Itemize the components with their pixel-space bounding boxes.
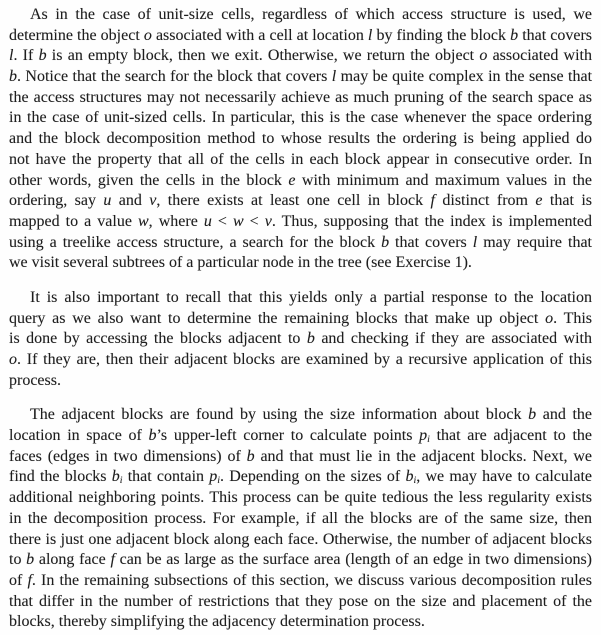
text-line-content: in the decomposition process. For example, if all the blocks are of the same size, then xyxy=(9,509,592,527)
text-line-content: determine the object o associated with a cell at location l by finding the block b that covers xyxy=(9,26,593,44)
text-line xyxy=(9,46,592,67)
text-line-content: l. If b is an empty block, then we exit. Otherwise, we return the object o associated with xyxy=(9,47,593,65)
text-line xyxy=(9,171,592,192)
text-line xyxy=(9,405,592,426)
text-line-content: faces (edges in two dimensions) of b and that must lie in the adjacent blocks. Next, we xyxy=(9,447,592,465)
text-line xyxy=(9,467,592,488)
text-line-content: and the block decomposition method to whose results the ordering is being applied do xyxy=(9,130,592,148)
text-line-content: additional neighboring points. This process can be quite tedious the less regularity exists xyxy=(9,489,592,507)
text-line-content: the access structures may not necessarily achieve as much pruning of the search space as xyxy=(9,88,592,106)
text-line-content: b. Notice that the search for the block that covers l may be quite complex in the sense that xyxy=(9,68,593,86)
text-line-content: process. xyxy=(9,371,61,389)
text-line-content: there is just one adjacent block along each face. Otherwise, the number of adjacent blocks xyxy=(9,530,592,548)
paragraph-3 xyxy=(9,405,592,633)
text-line xyxy=(9,509,592,530)
text-line xyxy=(9,530,592,551)
text-line xyxy=(9,550,592,571)
text-line-content: It is also important to recall that this yields only a partial response to the location xyxy=(30,288,592,306)
text-line xyxy=(9,233,592,254)
text-line-content: o. If they are, then their adjacent blocks are examined by a recursive application of this xyxy=(9,351,592,368)
text-line-content: we visit several subtrees of a particular node in the tree (see Exercise 1). xyxy=(9,254,472,272)
text-line xyxy=(9,129,592,150)
text-line-content: mapped to a value w, where u < w < v. Thus, supposing that the index is implemented xyxy=(9,212,593,230)
text-line-content: query as we also want to determine the remaining blocks that make up object o. This xyxy=(9,309,593,327)
text-line xyxy=(9,67,592,88)
text-line-content: find the blocks $b_i$ that contain $p_i$. Depending on the sizes of $b_i$, we may have to calculate xyxy=(9,468,592,487)
text-line xyxy=(9,88,592,109)
text-line-content: The adjacent blocks are found by using the size information about block b and the xyxy=(30,406,593,424)
text-line-content: As in the case of unit-size cells, regardless of which access structure is used, we xyxy=(30,6,592,23)
paragraph-1 xyxy=(9,5,592,274)
text-line xyxy=(9,488,592,509)
text-line-content: using a treelike access structure, a search for the block b that covers l may require that xyxy=(9,233,592,251)
text-line-content: is done by accessing the blocks adjacent to b and checking if they are associated with xyxy=(9,330,593,348)
text-line xyxy=(9,371,592,392)
paragraph-2 xyxy=(9,288,592,391)
text-line-content: of f. In the remaining subsections of this section, we discuss various decomposition rules xyxy=(9,571,593,589)
text-line xyxy=(9,5,592,26)
text-line xyxy=(9,571,592,592)
text-line-content: location in space of b’s upper-left corner to calculate points $p_i$ that are adjacent to the xyxy=(9,427,593,446)
text-line xyxy=(9,329,592,350)
text-line xyxy=(9,592,592,613)
text-line-content: other words, given the cells in the block e with minimum and maximum values in the xyxy=(9,171,593,189)
text-line xyxy=(9,108,592,129)
text-line xyxy=(9,191,592,212)
text-line xyxy=(9,426,592,447)
text-line-content: that differ in the number of restrictions that they pose on the size and placement of the xyxy=(9,592,592,610)
text-line xyxy=(9,26,592,47)
text-line xyxy=(9,212,592,233)
text-line-content: to b along face f can be as large as the surface area (length of an edge in two dimensions) xyxy=(9,551,592,569)
text-line xyxy=(9,447,592,468)
text-line xyxy=(9,309,592,330)
text-line-content: ordering, say u and v, there exists at least one cell in block f distinct from e that is xyxy=(9,192,592,210)
text-line-content: in the case of unit-sized cells. In particular, this is the case whenever the space ordering xyxy=(9,109,592,127)
text-line xyxy=(9,288,592,309)
text-line-content: blocks, thereby simplifying the adjacency determination process. xyxy=(9,613,425,631)
text-line xyxy=(9,253,592,274)
text-line-content: not have the property that all of the cells in each block appear in consecutive order. In xyxy=(9,150,592,168)
text-line xyxy=(9,150,592,171)
text-line xyxy=(9,612,592,633)
text-line xyxy=(9,350,592,371)
